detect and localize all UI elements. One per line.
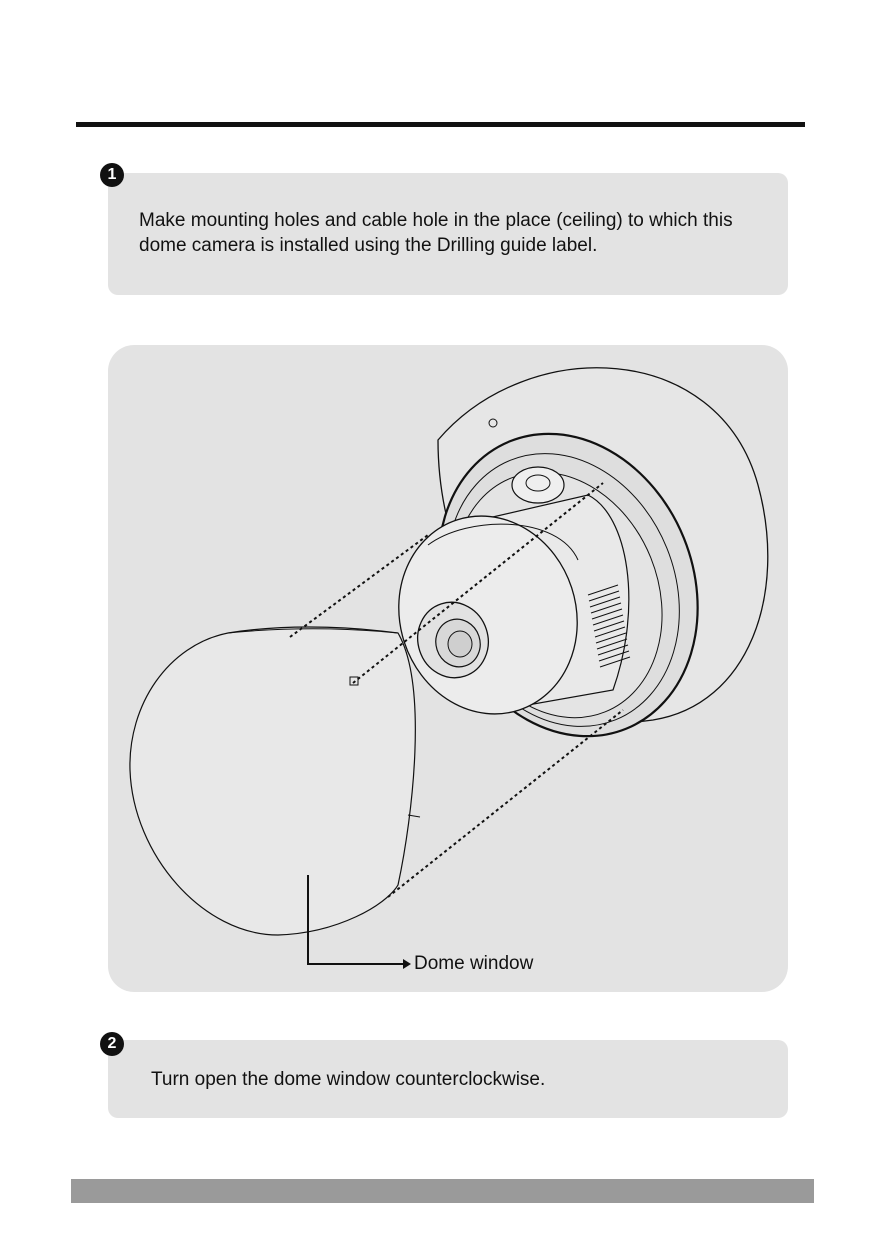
installation-illustration <box>108 345 788 992</box>
dome-camera-exploded-drawing <box>108 345 788 992</box>
dome-window <box>130 627 415 935</box>
callout-arrowhead-icon <box>403 959 411 969</box>
step-2-instruction: Turn open the dome window counterclockwise. <box>151 1069 546 1090</box>
dome-window-label: Dome window <box>414 953 534 974</box>
step-1-instruction: Make mounting holes and cable hole in the place (ceiling) to which this dome camera is installed using the Drilling guide label. <box>139 210 733 256</box>
step-2-number-badge: 2 <box>100 1032 124 1056</box>
step-1-number-badge: 1 <box>100 163 124 187</box>
footer-bar <box>71 1179 814 1203</box>
gimbal-knob <box>512 467 564 503</box>
header-rule <box>76 122 805 127</box>
